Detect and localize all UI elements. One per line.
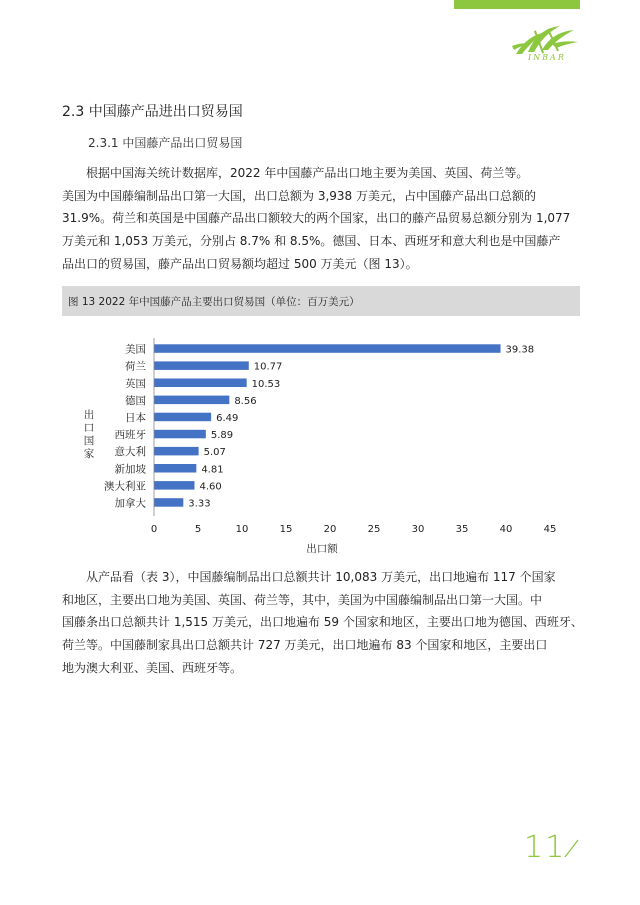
paragraph-line: 31.9%。荷兰和英国是中国藤产品出口额较大的两个国家，出口的藤产品贸易总额分别为 1,077 [62, 211, 571, 226]
x-tick-label: 45 [543, 524, 557, 535]
category-label: 英国 [125, 377, 146, 390]
x-axis-label: 出口额 [306, 543, 338, 555]
data-label: 6.49 [216, 412, 239, 424]
y-axis-label-char: 出 [83, 409, 95, 421]
paragraph-line: 根据中国海关统计数据库，2022 年中国藤产品出口地主要为美国、英国、荷兰等。 [86, 166, 529, 180]
paragraph-line: 万美元和 1,053 万美元，分别占 8.7% 和 8.5%。德国、日本、西班牙和意大利也是中国藤产 [62, 234, 561, 249]
y-axis-label-char: 口 [83, 422, 95, 434]
paragraph-line: 品出口的贸易国，藤产品出口贸易额均超过 500 万美元（图 13）。 [62, 256, 418, 271]
data-label: 4.81 [201, 464, 224, 476]
chart-bar [154, 344, 501, 353]
paragraph-line: 从产品看（表 3），中国藤编制品出口总额共计 10,083 万美元，出口地遍布 117 个国家 [86, 570, 556, 584]
paragraph-line: 地为澳大利亚、美国、西班牙等。 [62, 660, 243, 675]
logo-text: INBAR [528, 53, 566, 62]
x-tick-label: 25 [367, 524, 381, 535]
data-label: 5.07 [203, 447, 226, 459]
data-label: 8.56 [234, 395, 257, 407]
x-tick-label: 5 [194, 524, 202, 535]
x-tick-label: 15 [279, 524, 293, 535]
chart-bar [154, 498, 183, 507]
paragraph-line: 荷兰等。中国藤制家具出口总额共计 727 万美元，出口地遍布 83 个国家和地区，主要出口 [62, 638, 548, 653]
category-label: 美国 [125, 343, 146, 356]
chart-bar [154, 481, 194, 490]
category-label: 荷兰 [125, 360, 146, 373]
x-tick-label: 20 [323, 524, 337, 535]
x-tick-label: 40 [499, 524, 513, 535]
x-tick-label: 35 [455, 524, 469, 535]
chart-bar [154, 413, 211, 422]
x-tick-label: 30 [411, 524, 425, 535]
section-title: 2.3 中国藤产品进出口贸易国 [62, 104, 243, 120]
paragraph-line: 美国为中国藤编制品出口第一大国，出口总额为 3,938 万美元，占中国藤产品出口总额的 [62, 188, 536, 203]
chart-bar [154, 379, 247, 388]
paragraph-line: 和地区，主要出口地为美国、英国、荷兰等，其中，美国为中国藤编制品出口第一大国。中 [62, 592, 543, 607]
chart-bar [154, 464, 196, 473]
data-label: 5.89 [210, 430, 234, 442]
header-accent-bar [454, 0, 580, 9]
y-axis-label-char: 国 [83, 435, 95, 447]
category-label: 德国 [125, 394, 146, 407]
x-tick-label: 0 [150, 524, 158, 535]
page-slash-icon [563, 838, 579, 858]
figure-caption-bar [62, 286, 580, 316]
chart-bar [154, 361, 249, 370]
category-label: 新加坡 [114, 463, 146, 476]
y-axis-label-char: 家 [83, 448, 95, 460]
paragraph-line: 国藤条出口总额共计 1,515 万美元，出口地遍布 59 个国家和地区，主要出口地为德国、西班牙、 [62, 615, 583, 630]
figure-caption: 图 13 2022 年中国藤产品主要出口贸易国（单位：百万美元） [68, 296, 360, 308]
x-tick-label: 10 [235, 524, 249, 535]
category-label: 日本 [125, 411, 146, 424]
data-label: 39.38 [505, 344, 535, 356]
chart-bar [154, 396, 229, 405]
page-number: 11 [524, 830, 567, 865]
intro-paragraph [62, 162, 582, 276]
product-paragraph [62, 566, 582, 680]
category-label: 澳大利亚 [104, 480, 146, 493]
data-label: 3.33 [188, 498, 211, 510]
category-label: 西班牙 [114, 429, 146, 442]
chart-bar [154, 447, 199, 456]
category-label: 意大利 [114, 446, 146, 459]
category-label: 加拿大 [114, 497, 146, 510]
subsection-title: 2.3.1 中国藤产品出口贸易国 [88, 136, 243, 150]
chart-bar [154, 430, 206, 439]
data-label: 10.53 [251, 378, 281, 390]
data-label: 4.60 [199, 481, 222, 493]
data-label: 10.77 [253, 361, 283, 373]
